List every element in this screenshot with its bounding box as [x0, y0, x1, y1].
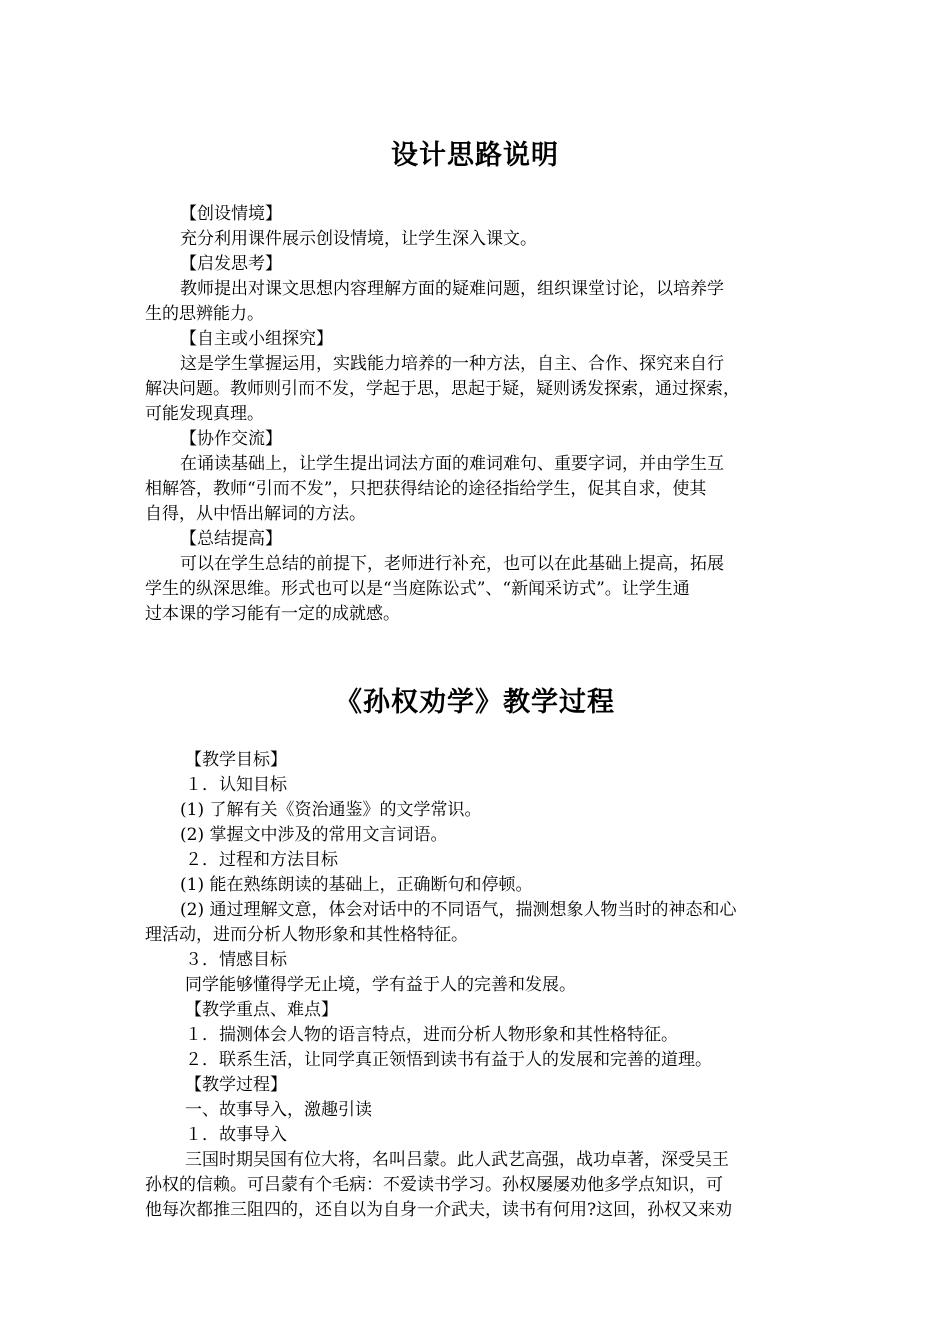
- design-notes-body: [145, 202, 805, 627]
- paragraph-line: 可以在学生总结的前提下，老师进行补充，也可以在此基础上提高，拓展: [180, 554, 724, 574]
- paragraph-line: 学生的纵深思维。形式也可以是“当庭陈讼式”、“新闻采访式”。让学生通: [145, 579, 690, 599]
- heading-collaboration: 【协作交流】: [180, 429, 282, 449]
- paragraph-line: 同学能够懂得学无止境，学有益于人的完善和发展。: [185, 975, 576, 995]
- paragraph-line: 过本课的学习能有一定的成就感。: [145, 604, 400, 624]
- paragraph-line: 相解答，教师“引而不发”，只把获得结论的途径指给学生，促其自求，使其: [145, 479, 707, 499]
- teaching-process-body: [145, 748, 805, 1223]
- heading-self-group-inquiry: 【自主或小组探究】: [180, 329, 333, 349]
- heading-teaching-process: 【教学过程】: [185, 1075, 287, 1095]
- paragraph-line: 他每次都推三阻四的，还自以为自身一介武夫，读书有何用?这回，孙权又来劝: [145, 1200, 733, 1220]
- paragraph-line: 解决问题。教师则引而不发，学起于思，思起于疑，疑则诱发探索，通过探索，: [145, 379, 740, 399]
- paragraph-line: 充分利用课件展示创设情境，让学生深入课文。: [180, 229, 537, 249]
- paragraph-line: 在诵读基础上，让学生提出词法方面的难词难句、重要字词，并由学生互: [180, 454, 724, 474]
- paragraph-line: 教师提出对课文思想内容理解方面的疑难问题，组织课堂讨论，以培养学: [180, 279, 724, 299]
- list-item: (2) 通过理解文意，体会对话中的不同语气，揣测想象人物当时的神态和心: [180, 900, 737, 920]
- heading-summary: 【总结提高】: [180, 529, 282, 549]
- heading-inspire-thinking: 【启发思考】: [180, 254, 282, 274]
- list-item: １．故事导入: [185, 1125, 287, 1145]
- list-item: ２．过程和方法目标: [185, 850, 338, 870]
- paragraph-line: 可能发现真理。: [145, 404, 264, 424]
- list-item: (1) 了解有关《资治通鉴》的文学常识。: [180, 800, 482, 820]
- paragraph-line: 理活动，进而分析人物形象和其性格特征。: [145, 925, 468, 945]
- paragraph-line: 生的思辨能力。: [145, 304, 264, 324]
- list-item: (1) 能在熟练朗读的基础上，正确断句和停顿。: [180, 875, 533, 895]
- paragraph-line: 三国时期吴国有位大将，名叫吕蒙。此人武艺高强，战功卓著，深受吴王: [185, 1150, 729, 1170]
- heading-key-points: 【教学重点、难点】: [185, 1000, 338, 1020]
- list-item: １．揣测体会人物的语言特点，进而分析人物形象和其性格特征。: [185, 1025, 678, 1045]
- list-item: (2) 掌握文中涉及的常用文言词语。: [180, 825, 448, 845]
- paragraph-line: 孙权的信赖。可吕蒙有个毛病：不爱读书学习。孙权屡屡劝他多学点知识，可: [145, 1175, 723, 1195]
- heading-teaching-goals: 【教学目标】: [185, 750, 287, 770]
- section-title-teaching-process: 《孙权劝学》教学过程: [335, 687, 615, 718]
- section-title-design: 设计思路说明: [391, 140, 559, 171]
- list-item: ３．情感目标: [185, 950, 287, 970]
- list-item: 一、故事导入，激趣引读: [185, 1100, 372, 1120]
- heading-create-scenario: 【创设情境】: [180, 204, 282, 224]
- paragraph-line: 这是学生掌握运用，实践能力培养的一种方法，自主、合作、探究来自行: [180, 354, 724, 374]
- list-item: １．认知目标: [185, 775, 287, 795]
- list-item: ２．联系生活，让同学真正领悟到读书有益于人的发展和完善的道理。: [185, 1050, 712, 1070]
- paragraph-line: 自得，从中悟出解词的方法。: [145, 504, 366, 524]
